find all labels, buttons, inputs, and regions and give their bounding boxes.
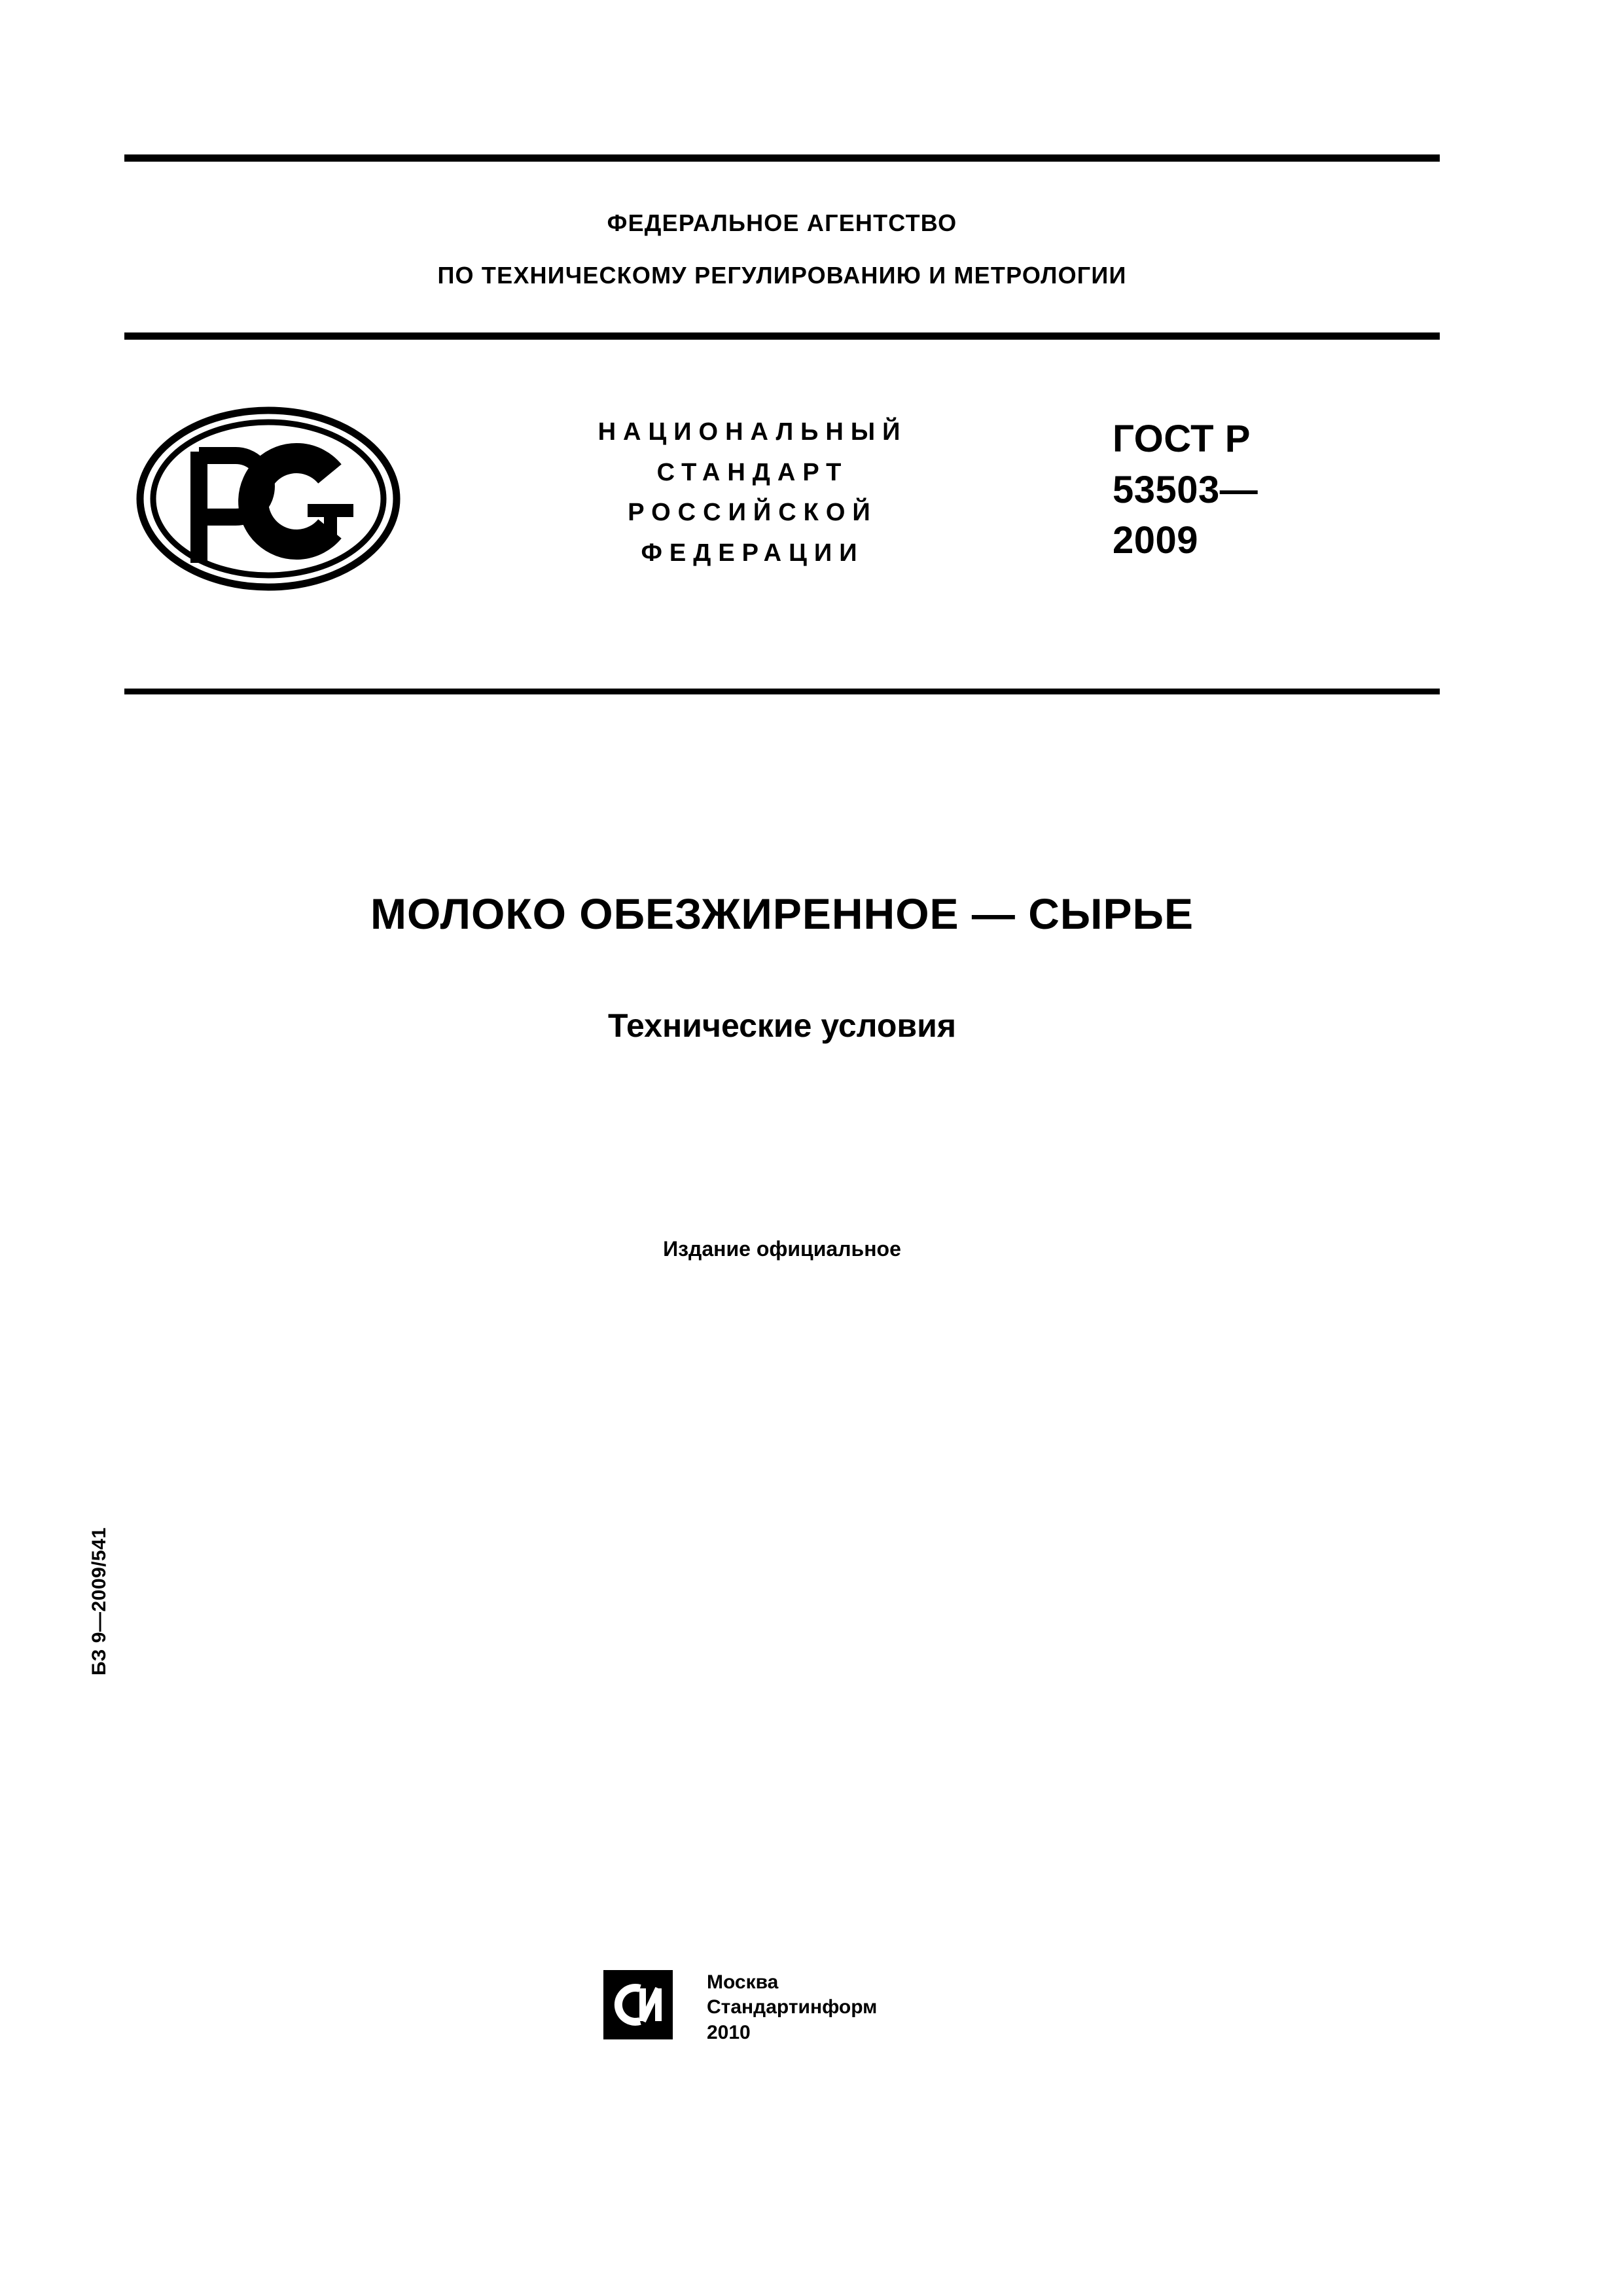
page-subtitle: Технические условия <box>607 1007 957 1044</box>
national-standard-line-3: РОССИЙСКОЙ <box>628 499 878 527</box>
publisher-city: Москва <box>707 1971 779 1993</box>
page-title: МОЛОКО ОБЕЗЖИРЕННОЕ — СЫРЬЕ <box>370 889 1194 938</box>
standartinform-logo-icon <box>602 1969 674 2041</box>
publisher-imprint <box>707 1970 1034 2045</box>
standard-number-line-1: ГОСТ Р <box>1113 418 1251 460</box>
official-edition-note: Издание официальное <box>663 1237 901 1261</box>
agency-name-line-1: ФЕДЕРАЛЬНОЕ АГЕНТСТВО <box>607 209 957 236</box>
standard-number <box>1113 414 1440 566</box>
national-standard-line-1: НАЦИОНАЛЬНЫЙ <box>597 418 908 446</box>
publisher-name: Стандартинформ <box>707 1996 878 2018</box>
rosstandart-emblem-icon <box>131 401 406 597</box>
header-rule-bottom <box>124 332 1440 340</box>
agency-name-line-2: ПО ТЕХНИЧЕСКОМУ РЕГУЛИРОВАНИЮ И МЕТРОЛОГИИ <box>437 262 1127 289</box>
national-standard-line-4: ФЕДЕРАЦИИ <box>641 539 865 567</box>
national-standard-line-2: СТАНДАРТ <box>656 458 849 486</box>
national-standard-heading <box>458 412 1047 573</box>
side-margin-code: БЗ 9—2009/541 <box>88 1527 110 1676</box>
section-divider-rule <box>124 689 1440 694</box>
header-rule-top <box>124 154 1440 162</box>
publisher-year: 2010 <box>707 2021 751 2043</box>
standard-number-line-3: 2009 <box>1113 519 1199 562</box>
standard-number-line-2: 53503— <box>1113 468 1258 511</box>
